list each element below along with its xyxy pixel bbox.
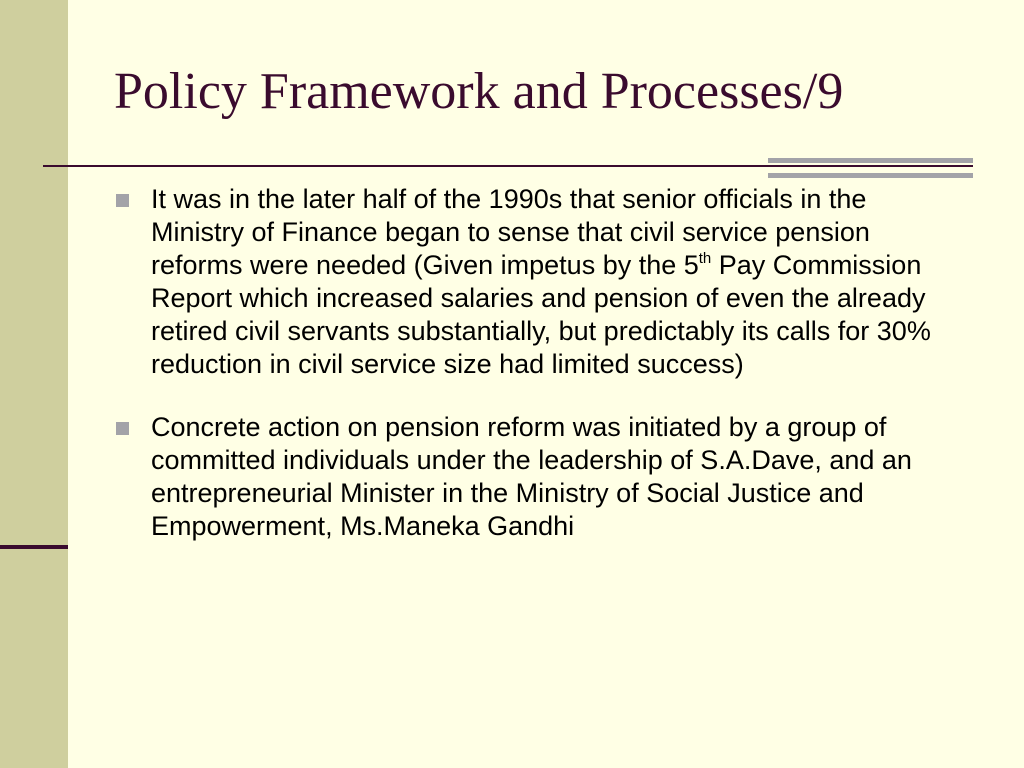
bullet-list	[114, 183, 964, 543]
square-bullet-icon	[116, 422, 129, 435]
left-decorative-bar	[0, 0, 68, 768]
decorative-gray-bar-top	[768, 158, 973, 163]
bullet-text-part: It was in the later half of the 1990s that senior officials in the Ministry of Finance began to sense that civil service pension reforms were needed (Given impetus by the 5	[151, 184, 870, 280]
title-divider	[43, 165, 973, 167]
bullet-item	[114, 183, 964, 381]
superscript-ordinal: th	[698, 249, 712, 267]
decorative-gray-bar-bottom	[768, 173, 973, 178]
left-accent-line	[0, 545, 68, 549]
bullet-text-part: Pay Commission Report which increased salaries and pension of even the already retired civil servants substantially, but predictably its calls for 30% reduction in civil service size had limited success)	[151, 250, 931, 379]
slide-title: Policy Framework and Processes/9	[114, 63, 844, 120]
bullet-item	[114, 411, 964, 543]
bullet-text: Concrete action on pension reform was initiated by a group of committed individuals under the leadership of S.A.Dave, and an entrepreneurial Minister in the Ministry of Social Justice and Empowerment, Ms.Maneka Gandhi	[151, 412, 912, 541]
square-bullet-icon	[116, 194, 129, 207]
